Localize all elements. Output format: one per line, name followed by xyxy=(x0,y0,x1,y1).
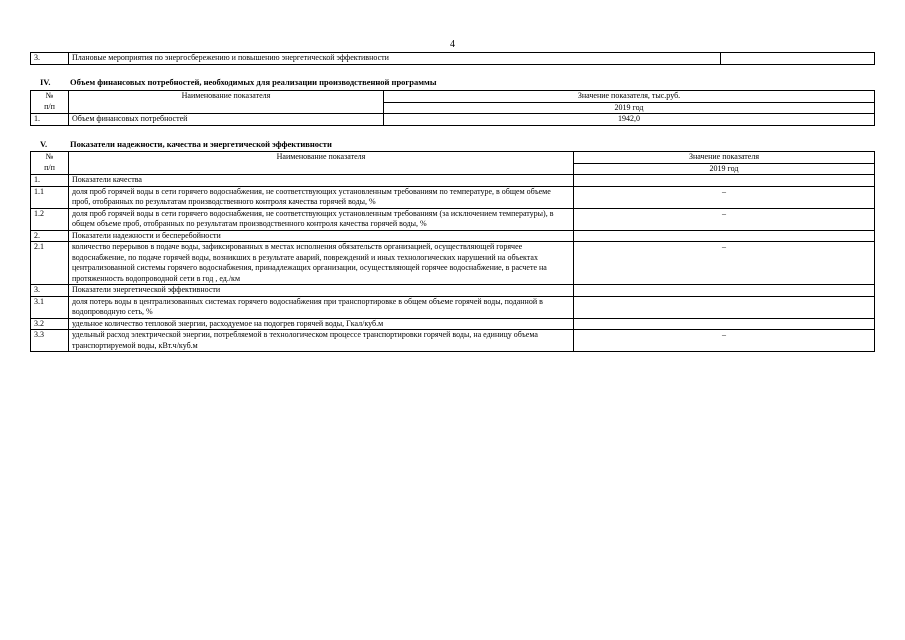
top-table xyxy=(30,52,875,65)
row-value: – xyxy=(574,208,875,230)
row-name: удельное количество тепловой энергии, расходуемое на подогрев горячей воды, Гкал/куб.м xyxy=(69,318,574,330)
row-number: 1. xyxy=(31,114,69,126)
header-number: № п/п xyxy=(31,91,69,114)
table-row xyxy=(31,230,875,242)
row-name: удельный расход электрической энергии, потребляемой в технологическом процессе транспортировки горячей воды, на единицу объема транспортируемой воды, кВт.ч/куб.м xyxy=(69,330,574,352)
table-header-row xyxy=(31,91,875,103)
row-name: доля потерь воды в централизованных системах горячего водоснабжения при транспортировке в общем объеме горячей воды, поданной в водопроводную сеть, % xyxy=(69,296,574,318)
table-row xyxy=(31,208,875,230)
row-value: 1942,0 xyxy=(384,114,875,126)
indicators-table xyxy=(30,151,875,352)
row-value xyxy=(574,285,875,297)
row-name: Объем финансовых потребностей xyxy=(69,114,384,126)
row-number: 1. xyxy=(31,175,69,187)
table-row xyxy=(31,330,875,352)
row-value: – xyxy=(574,186,875,208)
financial-needs-table xyxy=(30,90,875,126)
row-value xyxy=(721,53,875,65)
row-number: 3. xyxy=(31,53,69,65)
table-header-row xyxy=(31,152,875,164)
header-year: 2019 год xyxy=(574,163,875,175)
table-row xyxy=(31,285,875,297)
row-name: доля проб горячей воды в сети горячего водоснабжения, не соответствующих установленным требованиям (за исключением температуры), в общем объеме проб, отобранных по результатам производственного контроля качества горячей воды, % xyxy=(69,208,574,230)
row-number: 3.3 xyxy=(31,330,69,352)
row-number: 2. xyxy=(31,230,69,242)
section-4-number: IV. xyxy=(40,77,51,87)
table-row xyxy=(31,186,875,208)
section-5-heading: Показатели надежности, качества и энергетической эффективности xyxy=(70,139,332,149)
row-value xyxy=(574,318,875,330)
header-number: № п/п xyxy=(31,152,69,175)
section-4-title xyxy=(34,77,436,87)
header-name: Наименование показателя xyxy=(69,152,574,175)
row-value xyxy=(574,230,875,242)
row-name: Плановые мероприятия по энергосбережению и повышению энергетической эффективности xyxy=(69,53,721,65)
row-name: Показатели энергетической эффективности xyxy=(69,285,574,297)
section-4-heading: Объем финансовых потребностей, необходимых для реализации производственной программы xyxy=(70,77,437,87)
row-name: количество перерывов в подаче воды, зафиксированных в местах исполнения обязательств организацией, осуществляющей горячее водоснабжение, по подаче горячей воды, возникших в результате аварий, повреждений и иных технологических нарушений на объектах централизованной системы горячего водоснабжения, принадлежащих организации, осуществляющей горячее водоснабжение, в расчете на протяженность водопроводной сети в год , ед./км xyxy=(69,242,574,285)
header-value: Значение показателя xyxy=(574,152,875,164)
header-value: Значение показателя, тыс.руб. xyxy=(384,91,875,103)
row-name: Показатели надежности и бесперебойности xyxy=(69,230,574,242)
row-value: – xyxy=(574,242,875,285)
row-number: 3.1 xyxy=(31,296,69,318)
header-year: 2019 год xyxy=(384,102,875,114)
row-value xyxy=(574,296,875,318)
header-name: Наименование показателя xyxy=(69,91,384,114)
row-number: 1.2 xyxy=(31,208,69,230)
row-name: Показатели качества xyxy=(69,175,574,187)
row-number: 2.1 xyxy=(31,242,69,285)
row-number: 1.1 xyxy=(31,186,69,208)
table-row xyxy=(31,53,875,65)
table-row xyxy=(31,114,875,126)
page-number: 4 xyxy=(450,39,455,50)
table-row xyxy=(31,296,875,318)
row-value xyxy=(574,175,875,187)
row-number: 3.2 xyxy=(31,318,69,330)
table-row xyxy=(31,318,875,330)
section-5-number: V. xyxy=(40,139,48,149)
row-number: 3. xyxy=(31,285,69,297)
table-row xyxy=(31,175,875,187)
row-name: доля проб горячей воды в сети горячего водоснабжения, не соответствующих установленным требованиям по температуре, в общем объеме проб, отобранных по результатам производственного контроля качества горячей воды, % xyxy=(69,186,574,208)
table-row xyxy=(31,242,875,285)
section-5-title xyxy=(34,139,332,149)
row-value: – xyxy=(574,330,875,352)
